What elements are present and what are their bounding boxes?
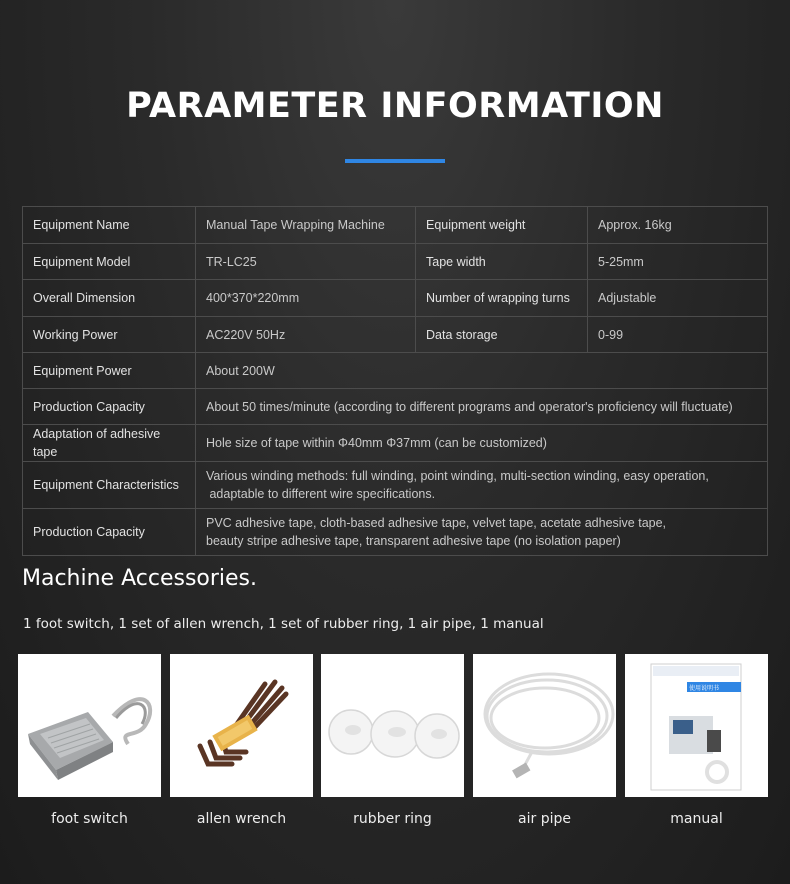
param-label: Equipment Name [23, 207, 196, 244]
accessory-card [18, 654, 161, 827]
accessory-label: allen wrench [196, 811, 287, 827]
accessory-card [321, 654, 464, 827]
param-value: Hole size of tape within Φ40mm Φ37mm (can be customized) [196, 425, 768, 462]
parameter-table [22, 206, 768, 556]
param-label: Working Power [23, 317, 196, 353]
table-row [23, 389, 768, 425]
table-row [23, 207, 768, 244]
param-value: AC220V 50Hz [196, 317, 416, 353]
table-row [23, 317, 768, 353]
accessory-card [625, 654, 768, 827]
param-label: Data storage [416, 317, 588, 353]
page-title: PARAMETER INFORMATION [126, 86, 664, 126]
accessory-label: rubber ring [353, 811, 432, 827]
foot-switch-image [18, 654, 161, 797]
param-label: Production Capacity [23, 509, 196, 556]
table-row [23, 509, 768, 556]
param-label: Overall Dimension [23, 280, 196, 317]
param-label: Number of wrapping turns [416, 280, 588, 317]
param-label: Adaptation of adhesive tape [23, 425, 196, 462]
value-line: PVC adhesive tape, cloth-based adhesive tape, velvet tape, acetate adhesive tape, [206, 516, 667, 530]
param-value: 5-25mm [588, 244, 768, 280]
param-label: Equipment Characteristics [23, 462, 196, 509]
param-value: Manual Tape Wrapping Machine [196, 207, 416, 244]
param-label: Tape width [416, 244, 588, 280]
accessories-heading: Machine Accessories. [22, 566, 258, 591]
param-value: About 200W [196, 353, 768, 389]
param-label: Equipment weight [416, 207, 588, 244]
param-value: Adjustable [588, 280, 768, 317]
table-row [23, 280, 768, 317]
accessory-card [473, 654, 616, 827]
param-label: Equipment Model [23, 244, 196, 280]
allen-wrench-image [170, 654, 313, 797]
accessory-label: manual [670, 811, 723, 827]
accessory-card [170, 654, 313, 827]
accessory-label: air pipe [518, 811, 571, 827]
param-value: About 50 times/minute (according to different programs and operator's proficiency will fluctuate) [196, 389, 768, 425]
accessories-list: 1 foot switch, 1 set of allen wrench, 1 set of rubber ring, 1 air pipe, 1 manual [23, 616, 544, 632]
table-row [23, 425, 768, 462]
value-line: adaptable to different wire specifications. [206, 487, 436, 501]
title-underline [345, 159, 445, 163]
param-value [196, 462, 768, 509]
value-line: beauty stripe adhesive tape, transparent adhesive tape (no isolation paper) [206, 534, 621, 548]
value-line: Various winding methods: full winding, point winding, multi-section winding, easy operation, [206, 469, 709, 483]
table-row [23, 462, 768, 509]
rubber-ring-image [321, 654, 464, 797]
param-value: Approx. 16kg [588, 207, 768, 244]
air-pipe-image [473, 654, 616, 797]
manual-image [625, 654, 768, 797]
table-row [23, 244, 768, 280]
manual-cover-text: 使用说明书 [689, 685, 720, 692]
param-value: 400*370*220mm [196, 280, 416, 317]
param-value: 0-99 [588, 317, 768, 353]
accessory-label: foot switch [51, 811, 128, 827]
table-row [23, 353, 768, 389]
param-value: TR-LC25 [196, 244, 416, 280]
accessories-grid [18, 654, 770, 834]
param-label: Production Capacity [23, 389, 196, 425]
param-label: Equipment Power [23, 353, 196, 389]
param-value [196, 509, 768, 556]
